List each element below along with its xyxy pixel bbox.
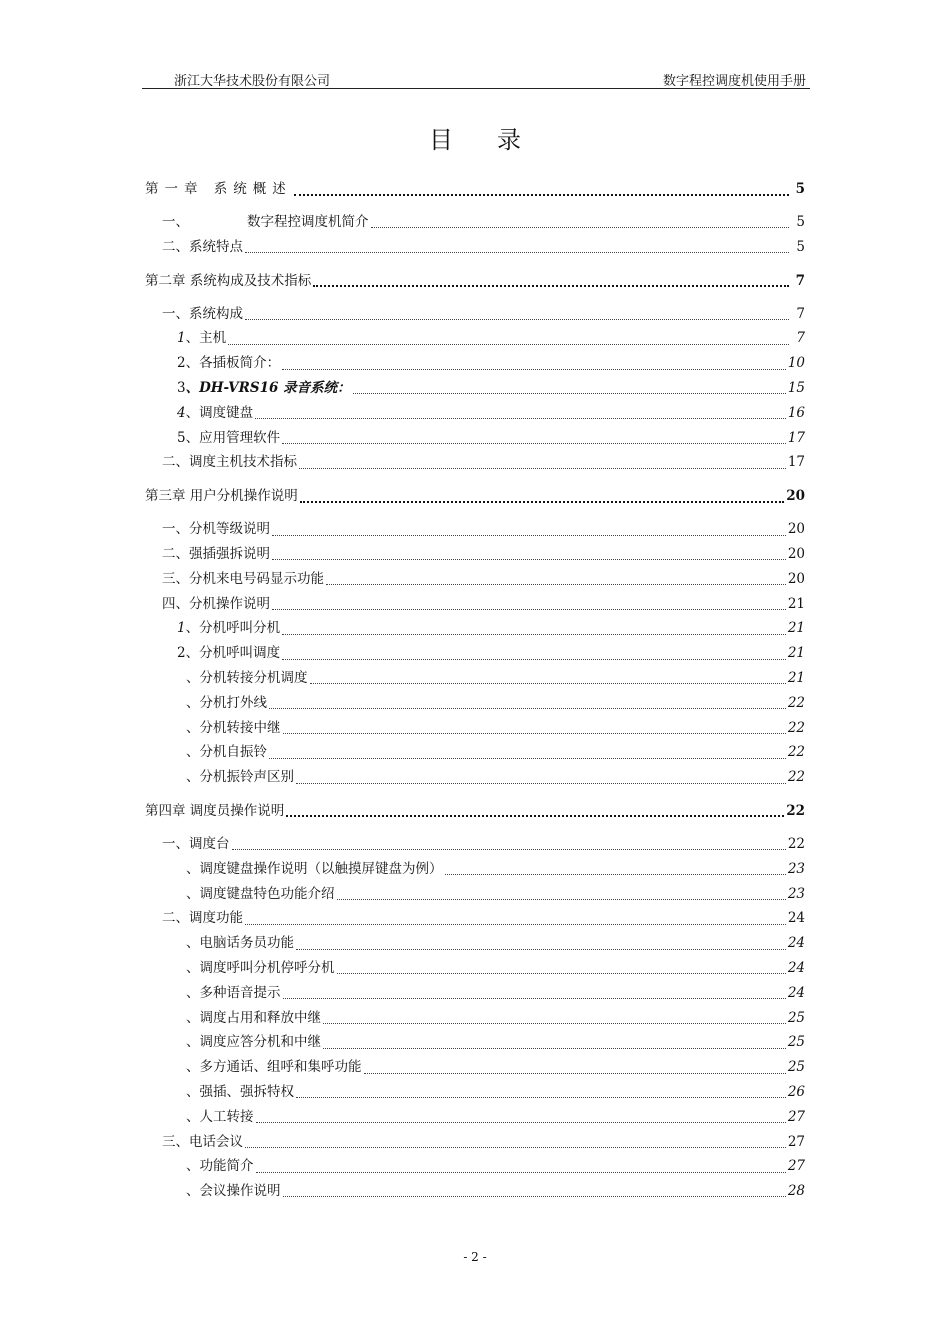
toc-label: 第三章 用户分机操作说明 (145, 488, 298, 505)
toc-page: 7 (795, 272, 805, 289)
toc-label: 、分机自振铃 (186, 744, 267, 761)
page-number: - 2 - (463, 1250, 487, 1264)
toc-label: 、调度占用和释放中继 (186, 1009, 321, 1026)
toc-label: 、调度键盘操作说明（以触摸屏键盘为例） (186, 860, 443, 877)
toc-label: 、DH-VRS16 录音系统： (185, 379, 351, 396)
toc-subsection[interactable] (145, 666, 805, 691)
toc-page: 25 (787, 1059, 805, 1076)
toc-subsection[interactable] (145, 426, 805, 451)
toc-chapter-3[interactable] (145, 483, 805, 509)
toc-page: 5 (796, 238, 805, 255)
toc-label: 一、调度台 (162, 835, 230, 852)
toc-leader (323, 1047, 786, 1049)
toc-page: 21 (787, 620, 805, 637)
toc-label: 第四章 调度员操作说明 (145, 802, 285, 819)
toc-title: 目录 (429, 126, 565, 154)
toc-subsection[interactable] (145, 1030, 805, 1055)
toc-label: 、分机呼叫分机 (185, 620, 281, 637)
toc-leader (326, 583, 786, 585)
toc-page: 22 (787, 744, 805, 761)
toc-label: 三、分机来电号码显示功能 (162, 570, 324, 587)
toc-page: 28 (787, 1183, 805, 1200)
toc-page: 22 (787, 719, 805, 736)
toc-leader (371, 226, 790, 228)
toc-leader (294, 193, 789, 196)
toc-page: 20 (787, 545, 805, 562)
toc-page: 24 (787, 959, 805, 976)
toc-chapter-2[interactable] (145, 268, 805, 294)
toc-section[interactable] (145, 832, 805, 857)
toc-leader (283, 1195, 786, 1197)
toc-label: 、会议操作说明 (186, 1183, 281, 1200)
toc-subsection[interactable] (145, 326, 805, 351)
toc-page: 20 (787, 521, 805, 538)
toc-section[interactable] (145, 542, 805, 567)
toc-subsection[interactable] (145, 616, 805, 641)
toc-leader (286, 814, 784, 817)
toc-page: 17 (787, 454, 805, 471)
toc-label: 第一章 系统概述 (145, 181, 292, 197)
toc-section[interactable] (145, 592, 805, 617)
toc-section[interactable] (145, 210, 805, 235)
toc-leader (272, 608, 786, 610)
toc-section[interactable] (145, 567, 805, 592)
toc-subsection[interactable] (145, 376, 805, 401)
toc-leader (245, 318, 789, 320)
toc-page: 24 (787, 935, 805, 952)
toc-label: 、分机振铃声区别 (186, 769, 294, 786)
toc-label: 、分机转接中继 (186, 719, 281, 736)
toc-subsection[interactable] (145, 765, 805, 790)
toc-label: 四、分机操作说明 (162, 595, 270, 612)
toc-label: 、功能简介 (186, 1158, 254, 1175)
toc-section[interactable] (145, 517, 805, 542)
toc-label: 、主机 (185, 330, 227, 347)
toc-subsection[interactable] (145, 1179, 805, 1204)
table-of-contents (145, 176, 805, 1204)
toc-leader (300, 500, 784, 503)
toc-subsection[interactable] (145, 882, 805, 907)
toc-leader (272, 558, 786, 560)
toc-leader (255, 417, 786, 419)
toc-leader (283, 997, 786, 999)
toc-label: 、调度键盘 (185, 404, 254, 421)
toc-leader (282, 442, 786, 444)
toc-leader (310, 682, 786, 684)
toc-leader (269, 707, 786, 709)
toc-subsection[interactable] (145, 351, 805, 376)
toc-page: 22 (787, 769, 805, 786)
toc-page: 27 (787, 1108, 805, 1125)
toc-page: 7 (796, 330, 805, 347)
toc-page: 22 (786, 802, 805, 819)
toc-number: 2 (177, 645, 186, 662)
toc-subsection[interactable] (145, 691, 805, 716)
toc-section[interactable] (145, 906, 805, 931)
toc-page: 5 (796, 214, 805, 230)
toc-chapter-4[interactable] (145, 798, 805, 824)
toc-leader (245, 1146, 786, 1148)
toc-label: 二、调度功能 (162, 910, 243, 927)
toc-label: 一、系统构成 (162, 305, 243, 322)
toc-number: 2 (177, 355, 186, 372)
toc-label: 、分机打外线 (186, 694, 267, 711)
toc-subsection[interactable] (145, 956, 805, 981)
toc-page: 22 (787, 835, 805, 852)
toc-leader (299, 467, 786, 469)
toc-page: 21 (787, 645, 805, 662)
toc-label: 二、系统特点 (162, 238, 243, 255)
toc-page: 25 (787, 1009, 805, 1026)
toc-subsection[interactable] (145, 401, 805, 426)
toc-number: 1 (177, 620, 186, 637)
toc-label: 、应用管理软件 (185, 429, 281, 446)
toc-label: 二、调度主机技术指标 (162, 454, 297, 471)
toc-number: 5 (177, 429, 186, 446)
toc-leader (269, 757, 786, 759)
toc-subsection[interactable] (145, 1154, 805, 1179)
toc-number: 3 (177, 379, 186, 396)
toc-page: 25 (787, 1034, 805, 1051)
toc-subsection[interactable] (145, 740, 805, 765)
header-company: 浙江大华技术股份有限公司 (174, 74, 331, 89)
toc-label-continued: 数字程控调度机简介 (247, 214, 369, 230)
toc-number: 1 (177, 330, 186, 347)
toc-page: 23 (787, 860, 805, 877)
toc-page: 24 (787, 910, 805, 927)
toc-page: 5 (795, 181, 805, 197)
toc-leader (272, 534, 786, 536)
toc-leader (323, 1022, 786, 1024)
toc-leader (283, 732, 786, 734)
toc-leader (228, 343, 789, 345)
toc-label: 、人工转接 (186, 1108, 254, 1125)
toc-page: 26 (787, 1083, 805, 1100)
toc-subsection[interactable] (145, 1105, 805, 1130)
toc-label: 一、 (162, 214, 189, 230)
toc-page: 22 (787, 694, 805, 711)
toc-leader (337, 898, 786, 900)
toc-label: 、调度键盘特色功能介绍 (186, 885, 335, 902)
toc-section[interactable] (145, 450, 805, 475)
toc-leader (353, 392, 786, 394)
toc-subsection[interactable] (145, 1055, 805, 1080)
toc-leader (256, 1121, 786, 1123)
toc-page: 27 (787, 1158, 805, 1175)
toc-leader (296, 782, 786, 784)
toc-page: 10 (787, 355, 805, 372)
toc-label: 、分机转接分机调度 (186, 669, 308, 686)
toc-leader (296, 1096, 786, 1098)
toc-label: 、各插板简介： (185, 355, 281, 372)
toc-page: 21 (787, 669, 805, 686)
toc-label: 、调度应答分机和中继 (186, 1034, 321, 1051)
toc-page: 15 (787, 379, 805, 396)
toc-subsection[interactable] (145, 641, 805, 666)
toc-subsection[interactable] (145, 981, 805, 1006)
toc-label: 一、分机等级说明 (162, 521, 270, 538)
toc-page: 7 (796, 305, 805, 322)
toc-leader (445, 873, 786, 875)
toc-leader (245, 923, 786, 925)
toc-leader (256, 1171, 786, 1173)
toc-subsection[interactable] (145, 931, 805, 956)
toc-page: 21 (787, 595, 805, 612)
toc-label: 三、电话会议 (162, 1133, 243, 1150)
toc-page: 20 (786, 488, 805, 505)
toc-label: 、电脑话务员功能 (186, 935, 294, 952)
toc-chapter-1[interactable] (145, 176, 805, 202)
toc-label: 、多种语音提示 (186, 984, 281, 1001)
toc-page: 27 (787, 1133, 805, 1150)
header-manual-title: 数字程控调度机使用手册 (662, 74, 806, 89)
toc-leader (364, 1072, 786, 1074)
toc-page: 17 (787, 429, 805, 446)
toc-leader (282, 658, 786, 660)
toc-leader (313, 284, 789, 287)
toc-label: 二、强插强拆说明 (162, 545, 270, 562)
toc-subsection[interactable] (145, 857, 805, 882)
toc-label: 、调度呼叫分机停呼分机 (186, 959, 335, 976)
toc-leader (232, 848, 786, 850)
toc-subsection[interactable] (145, 1006, 805, 1031)
toc-label: 、强插、强拆特权 (186, 1083, 294, 1100)
toc-label: 、多方通话、组呼和集呼功能 (186, 1059, 362, 1076)
page-header (142, 68, 810, 89)
toc-leader (296, 948, 786, 950)
toc-section[interactable] (145, 1130, 805, 1155)
toc-leader (282, 368, 786, 370)
toc-section[interactable] (145, 302, 805, 327)
toc-leader (337, 972, 786, 974)
toc-leader (282, 633, 786, 635)
toc-label: 第二章 系统构成及技术指标 (145, 272, 312, 289)
toc-leader (245, 251, 789, 253)
toc-page: 23 (787, 885, 805, 902)
toc-section[interactable] (145, 235, 805, 260)
toc-number: 4 (177, 404, 186, 421)
toc-page: 24 (787, 984, 805, 1001)
toc-label: 、分机呼叫调度 (185, 645, 281, 662)
toc-page: 20 (787, 570, 805, 587)
toc-page: 16 (787, 404, 805, 421)
toc-subsection[interactable] (145, 1080, 805, 1105)
toc-subsection[interactable] (145, 716, 805, 741)
